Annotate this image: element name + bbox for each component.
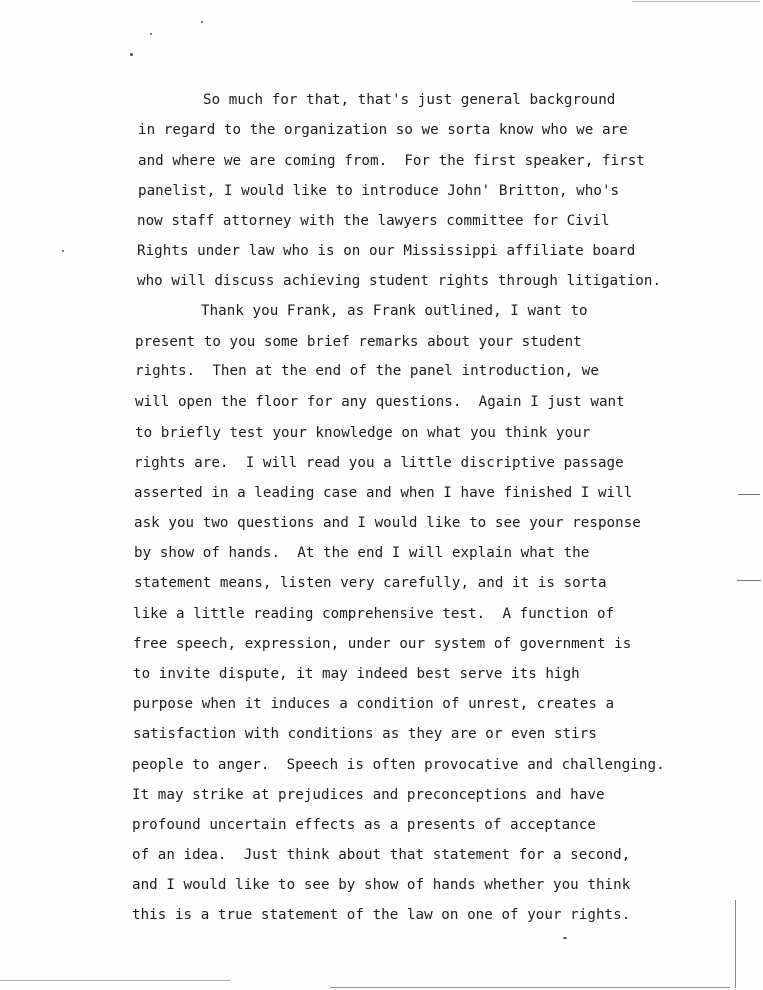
text-line-1: So much for that, that's just general background [203,92,616,108]
scan-speck [130,53,133,56]
text-line-6: Rights under law who is on our Mississippi affiliate board [137,243,636,259]
top-edge-mark [632,1,760,2]
bottom-edge-mark [0,980,230,981]
margin-mark [738,494,760,495]
text-line-25: profound uncertain effects as a presents of acceptance [132,817,596,833]
text-line-2: in regard to the organization so we sorta know who we are [138,122,628,138]
text-line-9: present to you some brief remarks about your student [135,334,582,350]
text-line-21: purpose when it induces a condition of unrest, creates a [133,696,615,712]
bottom-edge-mark [330,987,730,988]
scan-speck [563,937,567,939]
scan-speck [62,250,64,252]
text-line-24: It may strike at prejudices and preconceptions and have [132,787,605,803]
scan-speck [201,21,203,23]
text-line-17: statement means, listen very carefully, and it is sorta [134,575,607,591]
text-line-3: and where we are coming from. For the first speaker, first [138,153,645,169]
text-line-23: people to anger. Speech is often provocative and challenging. [132,757,665,773]
text-line-13: rights are. I will read you a little discriptive passage [134,455,624,471]
text-line-19: free speech, expression, under our system of government is [133,636,632,652]
margin-mark [737,580,761,581]
text-line-8: Thank you Frank, as Frank outlined, I want to [201,303,588,319]
text-line-18: like a little reading comprehensive test. A function of [133,606,615,622]
text-line-5: now staff attorney with the lawyers committee for Civil [137,213,610,229]
text-line-15: ask you two questions and I would like to see your response [134,515,641,531]
scan-speck [150,33,152,35]
text-line-26: of an idea. Just think about that statement for a second, [132,847,631,863]
text-line-4: panelist, I would like to introduce John' Britton, who's [138,183,620,199]
text-line-12: to briefly test your knowledge on what you think your [135,425,591,441]
text-line-7: who will discuss achieving student rights through litigation. [137,273,662,289]
text-line-16: by show of hands. At the end I will explain what the [134,545,590,561]
text-line-11: will open the floor for any questions. Again I just want [135,394,625,410]
text-line-27: and I would like to see by show of hands whether you think [132,877,631,893]
text-line-10: rights. Then at the end of the panel introduction, we [135,363,599,379]
text-line-14: asserted in a leading case and when I have finished I will [134,485,633,501]
text-line-28: this is a true statement of the law on one of your rights. [132,907,631,923]
text-line-22: satisfaction with conditions as they are or even stirs [133,726,597,742]
right-edge-rule [735,900,736,988]
text-line-20: to invite dispute, it may indeed best serve its high [133,666,580,682]
